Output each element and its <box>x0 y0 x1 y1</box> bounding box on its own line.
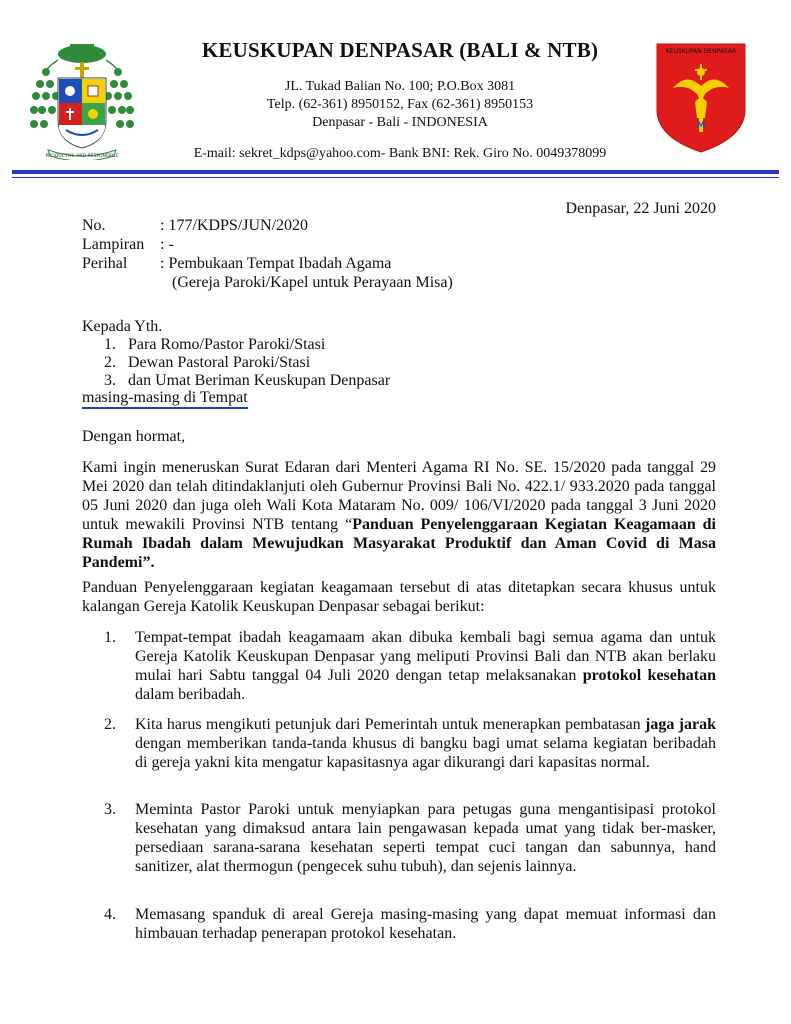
diocese-crest <box>26 38 138 160</box>
item-1-text: Tempat-tempat ibadah keagamaam akan dibuka kembali bagi semua agama dan untuk Gereja Katolik Keuskupan Denpasar yang meliputi Provinsi Bali dan NTB akan berlaku mulai hari Sabtu tanggal 04 Juli 2020 dengan tetap melaksanakan protokol kesehatan dalam beribadah. <box>135 629 717 703</box>
address-line-3: Denpasar - Bali - INDONESIA <box>312 115 488 130</box>
greeting: Dengan hormat, <box>82 428 186 445</box>
item-1-bold: protokol kesehatan <box>582 667 717 684</box>
meta-perihal-continuation: (Gereja Paroki/Kapel untuk Perayaan Misa) <box>172 274 453 291</box>
letterhead-title: KEUSKUPAN DENPASAR (BALI & NTB) <box>201 38 599 62</box>
meta-no-label: No. <box>82 217 106 234</box>
item-3-number: 3. <box>104 801 116 818</box>
item-4-text: Memasang spanduk di areal Gereja masing-masing yang dapat memuat informasi dan himbauan terhadap penerapan protokol kesehatan. <box>135 906 716 942</box>
recipient-3-text: dan Umat Beriman Keuskupan Denpasar <box>128 372 391 389</box>
svg-text:PRODUCTIVE AND RESPONSIBLE: PRODUCTIVE AND RESPONSIBLE <box>45 154 119 159</box>
meta-perihal-label: Perihal <box>82 255 128 272</box>
item-1-number: 1. <box>104 629 116 646</box>
contact-line: E-mail: sekret_kdps@yahoo.com- Bank BNI: Rek. Giro No. 0049378099 <box>193 146 607 161</box>
meta-lampiran-label: Lampiran <box>82 236 145 253</box>
meta-perihal-value: : Pembukaan Tempat Ibadah Agama <box>160 255 392 272</box>
item-2-text: Kita harus mengikuti petunjuk dari Pemerintah untuk menerapkan pembatasan jaga jarak dengan memberikan tanda-tanda khusus di bangku bagi umat selama kegiatan beribadah di gereja yakni kita mengatur kapasitasnya agar dikurangi dari kapasitas normal. <box>135 716 717 771</box>
header-divider-thin <box>12 177 779 178</box>
intro-text: Kami ingin meneruskan Surat Edaran dari Menteri Agama RI No. SE. 15/2020 pada tanggal 29 Mei 2020 dan telah ditindaklanjuti oleh Gubernur Provinsi Bali No. 422.1/ 933.2020 pada tanggal 05 Juni 2020 dan juga oleh Wali Kota Mataram No. 009/ 106/VI/2020 pada tanggal 3 Juni 2020 untuk mewakili Provinsi NTB tentang “ <box>82 459 716 533</box>
address-line-2: Telp. (62-361) 8950152, Fax (62-361) 8950153 <box>266 97 534 112</box>
diocese-shield <box>655 42 747 154</box>
item-2-bold: jaga jarak <box>645 716 717 733</box>
place-date: Denpasar, 22 Juni 2020 <box>565 200 716 217</box>
intro-paragraph <box>82 458 716 572</box>
meta-lampiran-value: : - <box>160 236 174 253</box>
recipient-1-text: Para Romo/Pastor Paroki/Stasi <box>128 336 326 353</box>
svg-text:KEUSKUPAN DENPASAR: KEUSKUPAN DENPASAR <box>665 48 737 55</box>
meta-no-value: : 177/KDPS/JUN/2020 <box>160 217 309 234</box>
recipient-1-number: 1. <box>104 336 116 353</box>
address-line-1: JL. Tukad Balian No. 100; P.O.Box 3081 <box>284 79 516 94</box>
item-2-number: 2. <box>104 716 116 733</box>
recipient-2-text: Dewan Pastoral Paroki/Stasi <box>128 354 311 371</box>
svg-text:M: M <box>696 121 706 131</box>
to-heading: Kepada Yth. <box>82 318 163 335</box>
recipient-3-number: 3. <box>104 372 116 389</box>
panduan-paragraph: Panduan Penyelenggaraan kegiatan keagamaan tersebut di atas ditetapkan secara khusus untuk kalangan Gereja Katolik Keuskupan Denpasar sebagai berikut: <box>82 579 716 615</box>
item-4-number: 4. <box>104 906 116 923</box>
item-3-text: Meminta Pastor Paroki untuk menyiapkan para petugas guna mengantisipasi protokol kesehatan yang dimaksud antara lain pengawasan kepada umat yang tidak ber-masker, persediaan sarana-sarana kesehatan seperti tempat cuci tangan dan sabunnya, hand sanitizer, alat thermogun (pengecek suhu tubuh), dan sejenis lainnya. <box>135 801 716 875</box>
header-divider-thick <box>12 170 779 174</box>
to-place: masing-masing di Tempat <box>82 388 248 407</box>
intro-title: Panduan Penyelenggaraan Kegiatan Keagamaan di Rumah Ibadah dalam Mewujudkan Masyarakat Produktif dan Aman Covid di Masa Pandemi”. <box>82 516 716 571</box>
recipient-2-number: 2. <box>104 354 116 371</box>
